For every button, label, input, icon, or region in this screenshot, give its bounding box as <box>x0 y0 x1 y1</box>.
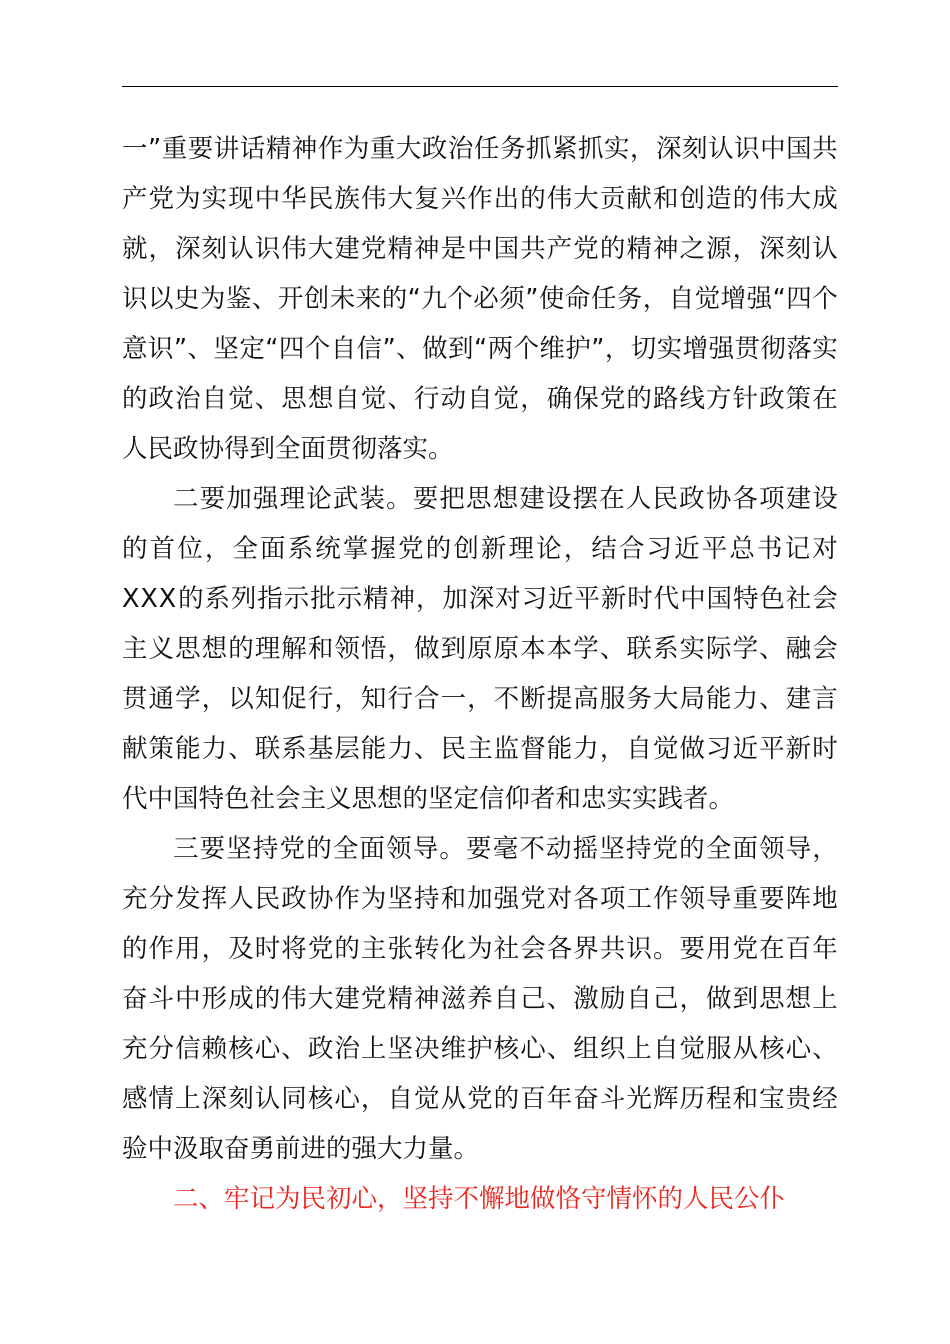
paragraph-first-line: 二 要 加 强 理 论 武 装 。 要 把 思 想 建 设 摆 在 人 民 政 协 各 项 建 设 <box>173 484 838 514</box>
text-line: X X X 的 系 列 指 示 批 示 精 神 ， 加 深 对 习 近 平 新 时 代 中 国 特 色 社 会 <box>122 584 838 614</box>
text-line: 奋 斗 中 形 成 的 伟 大 建 党 精 神 滋 养 自 己 、 激 励 自 己 ， 做 到 思 想 上 <box>122 984 838 1014</box>
text-line: 的 首 位 ， 全 面 系 统 掌 握 党 的 创 新 理 论 ， 结 合 习 近 平 总 书 记 对 <box>122 534 838 564</box>
header-rule <box>122 86 838 87</box>
text-line: 贯 通 学 ， 以 知 促 行 ， 知 行 合 一 ， 不 断 提 高 服 务 大 局 能 力 、 建 言 <box>122 684 838 714</box>
text-line: 意 识 ” 、 坚 定 “ 四 个 自 信 ” 、 做 到 “ 两 个 维 护 ” ， 切 实 增 强 贯 彻 落 实 <box>122 334 838 364</box>
document-body <box>122 124 838 1224</box>
paragraph-first-line: 三 要 坚 持 党 的 全 面 领 导 。 要 毫 不 动 摇 坚 持 党 的 全 面 领 导 ， <box>173 834 838 864</box>
text-line: 充 分 发 挥 人 民 政 协 作 为 坚 持 和 加 强 党 对 各 项 工 作 领 导 重 要 阵 地 <box>122 884 838 914</box>
text-line: 的 作 用 ， 及 时 将 党 的 主 张 转 化 为 社 会 各 界 共 识 。 要 用 党 在 百 年 <box>122 934 838 964</box>
text-line: 充 分 信 赖 核 心 、 政 治 上 坚 决 维 护 核 心 、 组 织 上 自 觉 服 从 核 心 、 <box>122 1034 838 1064</box>
text-line: 一 ” 重 要 讲 话 精 神 作 为 重 大 政 治 任 务 抓 紧 抓 实 ， 深 刻 认 识 中 国 共 <box>122 134 838 164</box>
text-line: 主 义 思 想 的 理 解 和 领 悟 ， 做 到 原 原 本 本 学 、 联 系 实 际 学 、 融 会 <box>122 634 838 664</box>
text-line: 就 ， 深 刻 认 识 伟 大 建 党 精 神 是 中 国 共 产 党 的 精 神 之 源 ， 深 刻 认 <box>122 234 838 264</box>
text-line: 的 政 治 自 觉 、 思 想 自 觉 、 行 动 自 觉 ， 确 保 党 的 路 线 方 针 政 策 在 <box>122 384 838 414</box>
text-line: 代中国特色社会主义思想的坚定信仰者和忠实实践者。 <box>122 784 735 814</box>
text-line: 识 以 史 为 鉴 、 开 创 未 来 的 “ 九 个 必 须 ” 使 命 任 务 ， 自 觉 增 强 “ 四 个 <box>122 284 838 314</box>
text-line: 献 策 能 力 、 联 系 基 层 能 力 、 民 主 监 督 能 力 ， 自 觉 做 习 近 平 新 时 <box>122 734 838 764</box>
section-heading: 二、牢记为民初心，坚持不懈地做恪守情怀的人民公仆 <box>173 1184 786 1214</box>
text-line: 验中汲取奋勇前进的强大力量。 <box>122 1134 480 1164</box>
text-line: 人民政协得到全面贯彻落实。 <box>122 434 454 464</box>
text-line: 感 情 上 深 刻 认 同 核 心 ， 自 觉 从 党 的 百 年 奋 斗 光 辉 历 程 和 宝 贵 经 <box>122 1084 838 1114</box>
text-line: 产 党 为 实 现 中 华 民 族 伟 大 复 兴 作 出 的 伟 大 贡 献 和 创 造 的 伟 大 成 <box>122 184 838 214</box>
